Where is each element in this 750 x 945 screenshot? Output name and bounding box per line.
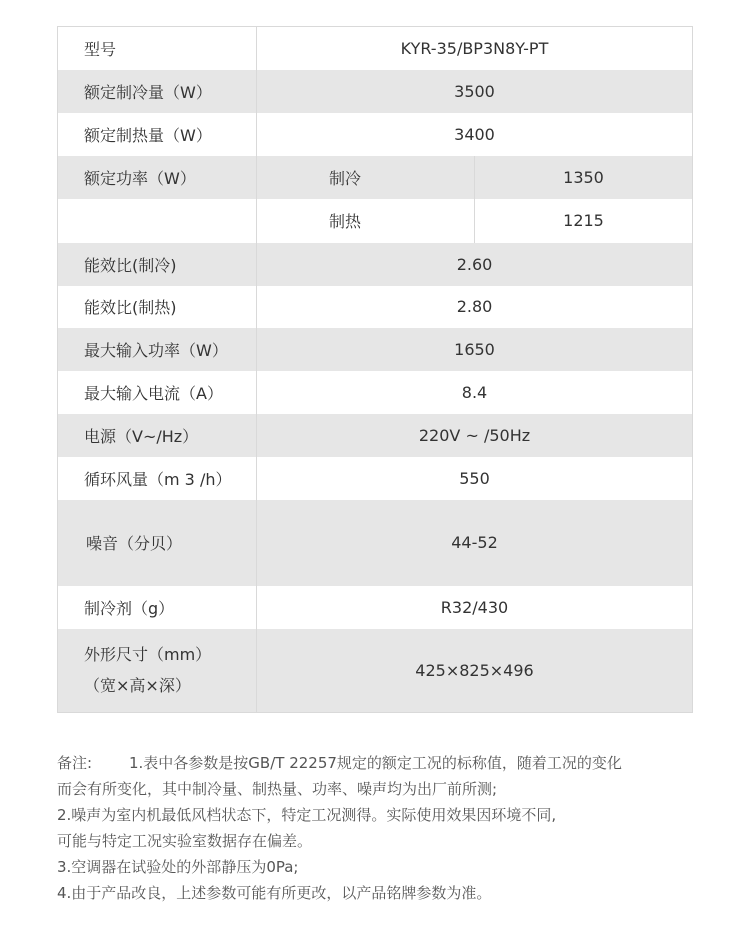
dimensions-label-line2: （宽×高×深） [84,676,191,696]
row-label: 能效比(制冷) [58,243,257,286]
table-row-eer-heating [58,286,693,328]
row-value: R32/430 [257,586,693,629]
notes [57,750,697,906]
row-value: 2.60 [257,243,693,286]
table-row-max-input-current [58,371,693,414]
notes-line-4: 可能与特定工况实验室数据存在偏差。 [57,832,313,850]
sub-value-cooling: 1350 [475,156,693,199]
row-value: 550 [257,457,693,500]
row-label: 噪音（分贝） [58,500,257,586]
notes-line-5: 3.空调器在试验处的外部静压为0Pa; [57,858,299,876]
notes-text: 1.表中各参数是按GB/T 22257规定的额定工况的标称值，随着工况的变化 [129,754,622,772]
table-row-eer-cooling [58,243,693,286]
row-value: 44-52 [257,500,693,586]
row-value: 3400 [257,113,693,156]
sub-value-heating: 1215 [475,199,693,243]
row-value: 425×825×496 [257,629,693,713]
table-row-rated-cooling [58,70,693,113]
table-row-air-flow [58,457,693,500]
notes-line-2: 而会有所变化，其中制冷量、制热量、功率、噪声均为出厂前所测; [57,780,498,798]
dimensions-label-line1: 外形尺寸（mm） [84,645,212,665]
row-label: 额定制冷量（W） [58,70,257,113]
row-value: 220V ~ /50Hz [257,414,693,457]
row-value: KYR-35/BP3N8Y-PT [257,27,693,70]
table-row-rated-power-cooling [58,156,693,199]
table-row-model [58,27,693,70]
table-row-power-supply [58,414,693,457]
row-label: 额定制热量（W） [58,113,257,156]
notes-line-3: 2.噪声为室内机最低风档状态下，特定工况测得。实际使用效果因环境不同, [57,806,557,824]
row-label: 最大输入功率（W） [58,328,257,371]
notes-prefix: 备注: [57,754,93,772]
sub-label-heating: 制热 [257,199,475,243]
row-label: 额定功率（W） [58,156,257,199]
row-label: 制冷剂（g） [58,586,257,629]
row-label: 能效比(制热) [58,286,257,328]
row-label: 型号 [58,27,257,70]
notes-line-1 [57,750,697,776]
row-label [58,629,257,713]
spec-table [57,26,693,713]
row-value: 8.4 [257,371,693,414]
table-row-noise [58,500,693,586]
table-row-max-input-power [58,328,693,371]
row-label: 最大输入电流（A） [58,371,257,414]
table-row-dimensions [58,629,693,713]
row-label: 循环风量（m 3 /h） [58,457,257,500]
row-value: 2.80 [257,286,693,328]
sub-label-cooling: 制冷 [257,156,475,199]
table-row-rated-heating [58,113,693,156]
row-value: 1650 [257,328,693,371]
table-row-refrigerant [58,586,693,629]
row-label: 电源（V~/Hz） [58,414,257,457]
row-value: 3500 [257,70,693,113]
row-label-empty [58,199,257,243]
notes-line-6: 4.由于产品改良，上述参数可能有所更改，以产品铭牌参数为准。 [57,884,492,902]
table-row-rated-power-heating [58,199,693,243]
